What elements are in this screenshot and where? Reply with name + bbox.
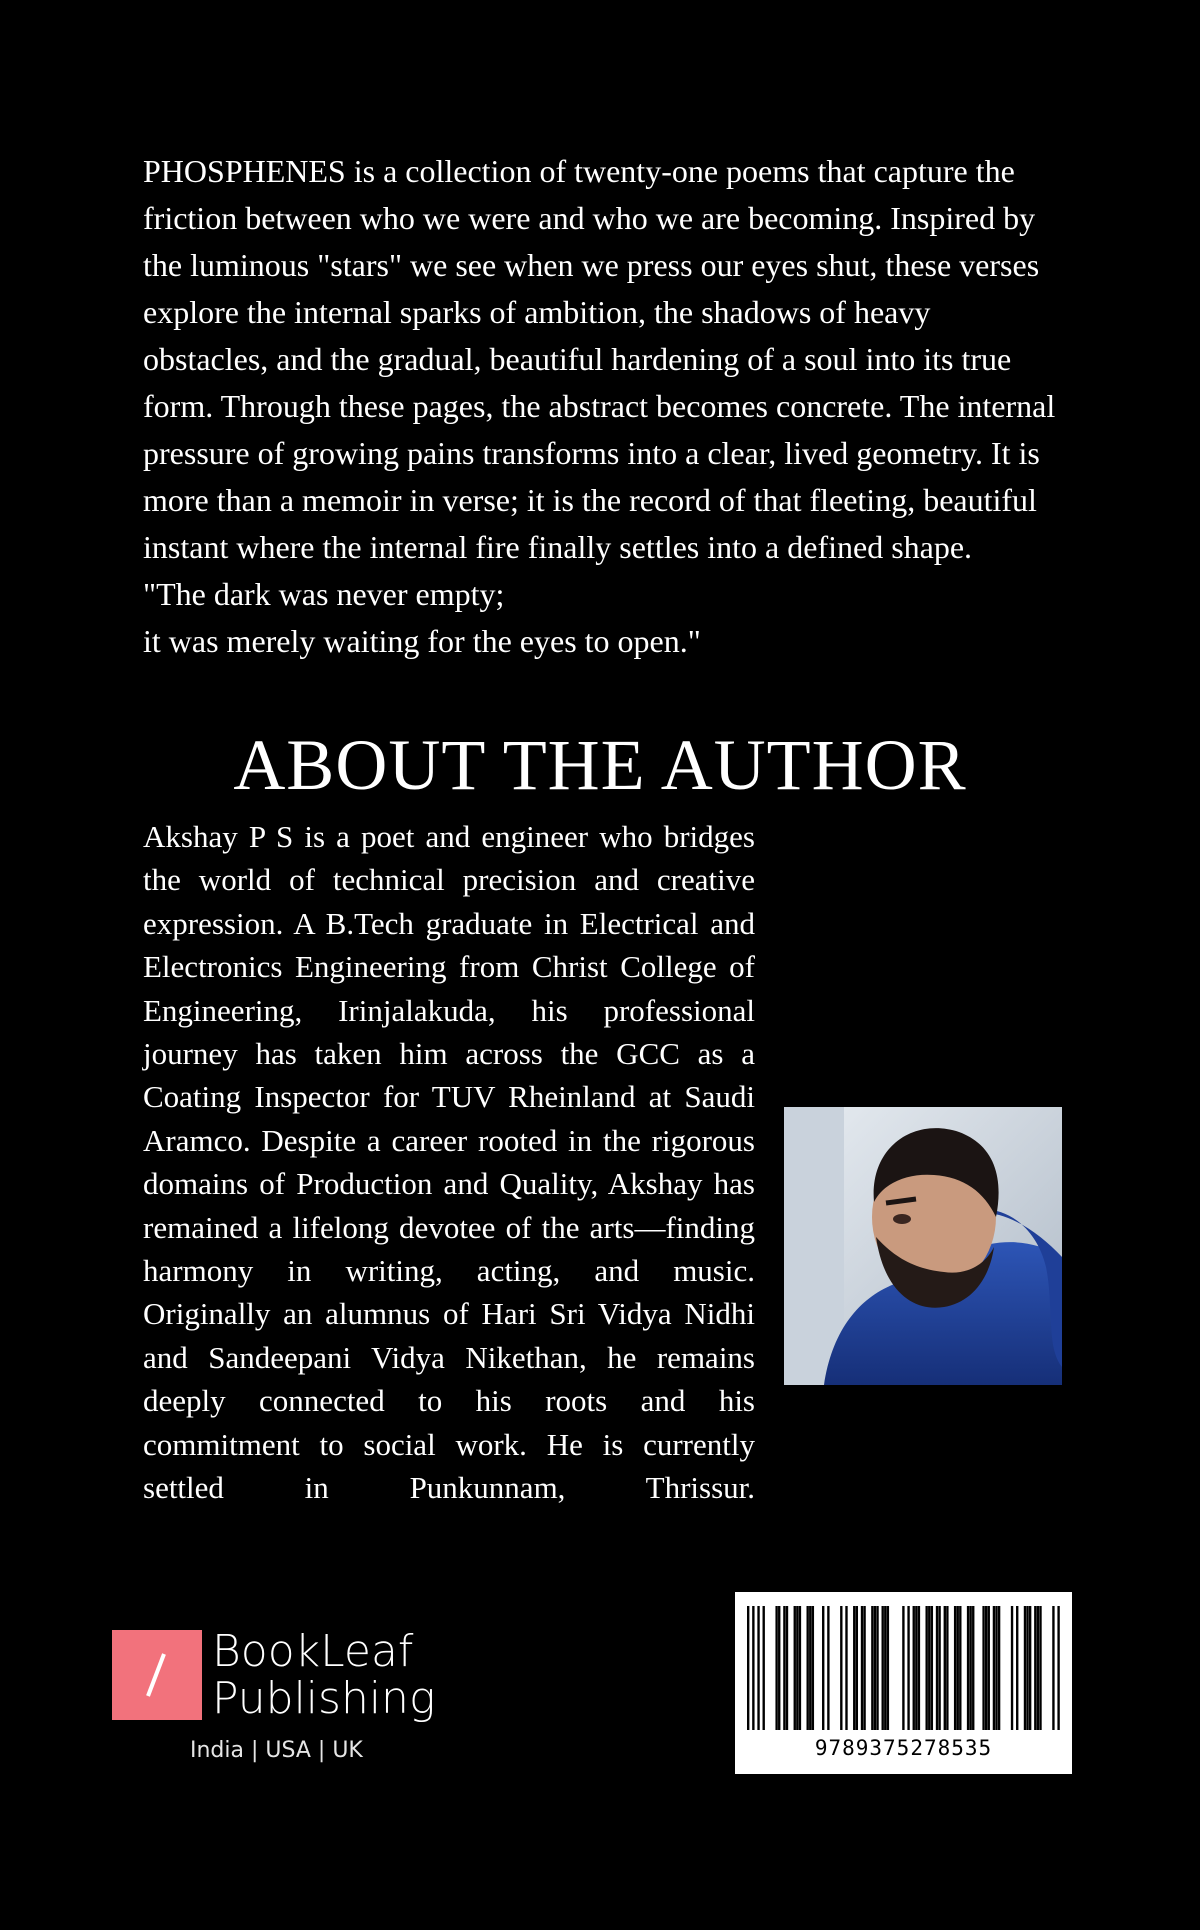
barcode-bar [1052,1606,1054,1730]
barcode-bar [884,1606,886,1730]
barcode-bar [778,1606,780,1730]
barcode-bar [988,1606,990,1730]
barcode-bar [907,1606,909,1730]
barcode-bar [982,1606,984,1730]
barcode-bars [747,1606,1060,1730]
barcode-bar [874,1606,876,1730]
barcode-bar [871,1606,873,1730]
barcode-bar [783,1606,785,1730]
barcode-bar [959,1606,961,1730]
barcode-bar [1057,1606,1059,1730]
publisher-name-line2: Publishing [212,1673,436,1724]
about-author-heading: ABOUT THE AUTHOR [233,725,967,805]
quote-line-2: it was merely waiting for the eyes to open." [143,623,701,659]
barcode-bar [887,1606,889,1730]
barcode-number: 9789375278535 [814,1736,993,1760]
barcode-bar [747,1606,749,1730]
barcode-bar [902,1606,904,1730]
barcode-bar [822,1606,824,1730]
barcode-bar [757,1606,759,1730]
barcode-bar [936,1606,938,1730]
barcode-bar [1011,1606,1013,1730]
barcode-bar [775,1606,777,1730]
isbn-barcode [735,1592,1072,1774]
barcode-bar [1026,1606,1028,1730]
barcode-bar [931,1606,933,1730]
barcode-bar [807,1606,809,1730]
barcode-bar [918,1606,920,1730]
barcode-bar [856,1606,858,1730]
barcode-bar [809,1606,811,1730]
barcode-bar [954,1606,956,1730]
book-blurb [143,148,1063,665]
barcode-bar [876,1606,878,1730]
barcode-bar [794,1606,796,1730]
barcode-bar [915,1606,917,1730]
barcode-bar [853,1606,855,1730]
publisher-name [212,1628,472,1722]
slash-icon [112,1630,202,1720]
quote-line-1: "The dark was never empty; [143,576,505,612]
barcode-bar [998,1606,1000,1730]
barcode-bar [993,1606,995,1730]
barcode-bar [1034,1606,1036,1730]
barcode-bar [995,1606,997,1730]
barcode-bar [1029,1606,1031,1730]
barcode-bar [928,1606,930,1730]
publisher-regions: India | USA | UK [190,1738,363,1763]
barcode-bar [946,1606,948,1730]
barcode-bar [913,1606,915,1730]
barcode-bar [969,1606,971,1730]
barcode-bar [861,1606,863,1730]
barcode-bar [967,1606,969,1730]
barcode-bar [796,1606,798,1730]
barcode-bar [763,1606,765,1730]
barcode-bar [1016,1606,1018,1730]
author-photo [784,1107,1062,1385]
author-bio: Akshay P S is a poet and engineer who bridges the world of technical precision and creative expression. A B.Tech graduate in Electrical and Electronics Engineering from Christ College of Engineering, Irinjalakuda, his professional journey has taken him across the GCC as a Coating Inspector for TUV Rheinland at Saudi Aramco. Despite a career rooted in the rigorous domains of Production and Quality, Akshay has remained a lifelong devotee of the arts—finding harmony in writing, acting, and music. Originally an alumnus of Hari Sri Vidya Nidhi and Sandeepani Vidya Nikethan, he remains deeply connected to his roots and his commitment to social work. He is currently settled in Punkunnam, Thrissur. [143,819,755,1506]
barcode-bar [972,1606,974,1730]
barcode-bar [863,1606,865,1730]
barcode-bar [1037,1606,1039,1730]
barcode-bar [752,1606,754,1730]
blurb-paragraph: PHOSPHENES is a collection of twenty-one poems that capture the friction between who we were and who we are becoming. Inspired by the luminous "stars" we see when we press our eyes shut, these verses explore the internal sparks of ambition, the shadows of heavy obstacles, and the gradual, beautiful hardening of a soul into its true form. Through these pages, the abstract becomes concrete. The internal pressure of growing pains transforms into a clear, lived geometry. It is more than a memoir in verse; it is the record of that fleeting, beautiful instant where the internal fire finally settles into a defined shape. [143,153,1056,565]
barcode-bar [944,1606,946,1730]
barcode-bar [827,1606,829,1730]
publisher-name-line1: BookLeaf [212,1626,414,1677]
barcode-bar [812,1606,814,1730]
barcode-bar [938,1606,940,1730]
barcode-bar [799,1606,801,1730]
author-portrait-icon [784,1107,1062,1385]
barcode-bar [786,1606,788,1730]
barcode-bar [1039,1606,1041,1730]
barcode-bar [1024,1606,1026,1730]
barcode-bar [957,1606,959,1730]
barcode-bar [925,1606,927,1730]
barcode-bar [845,1606,847,1730]
barcode-bar [840,1606,842,1730]
barcode-bar [985,1606,987,1730]
barcode-bar [882,1606,884,1730]
